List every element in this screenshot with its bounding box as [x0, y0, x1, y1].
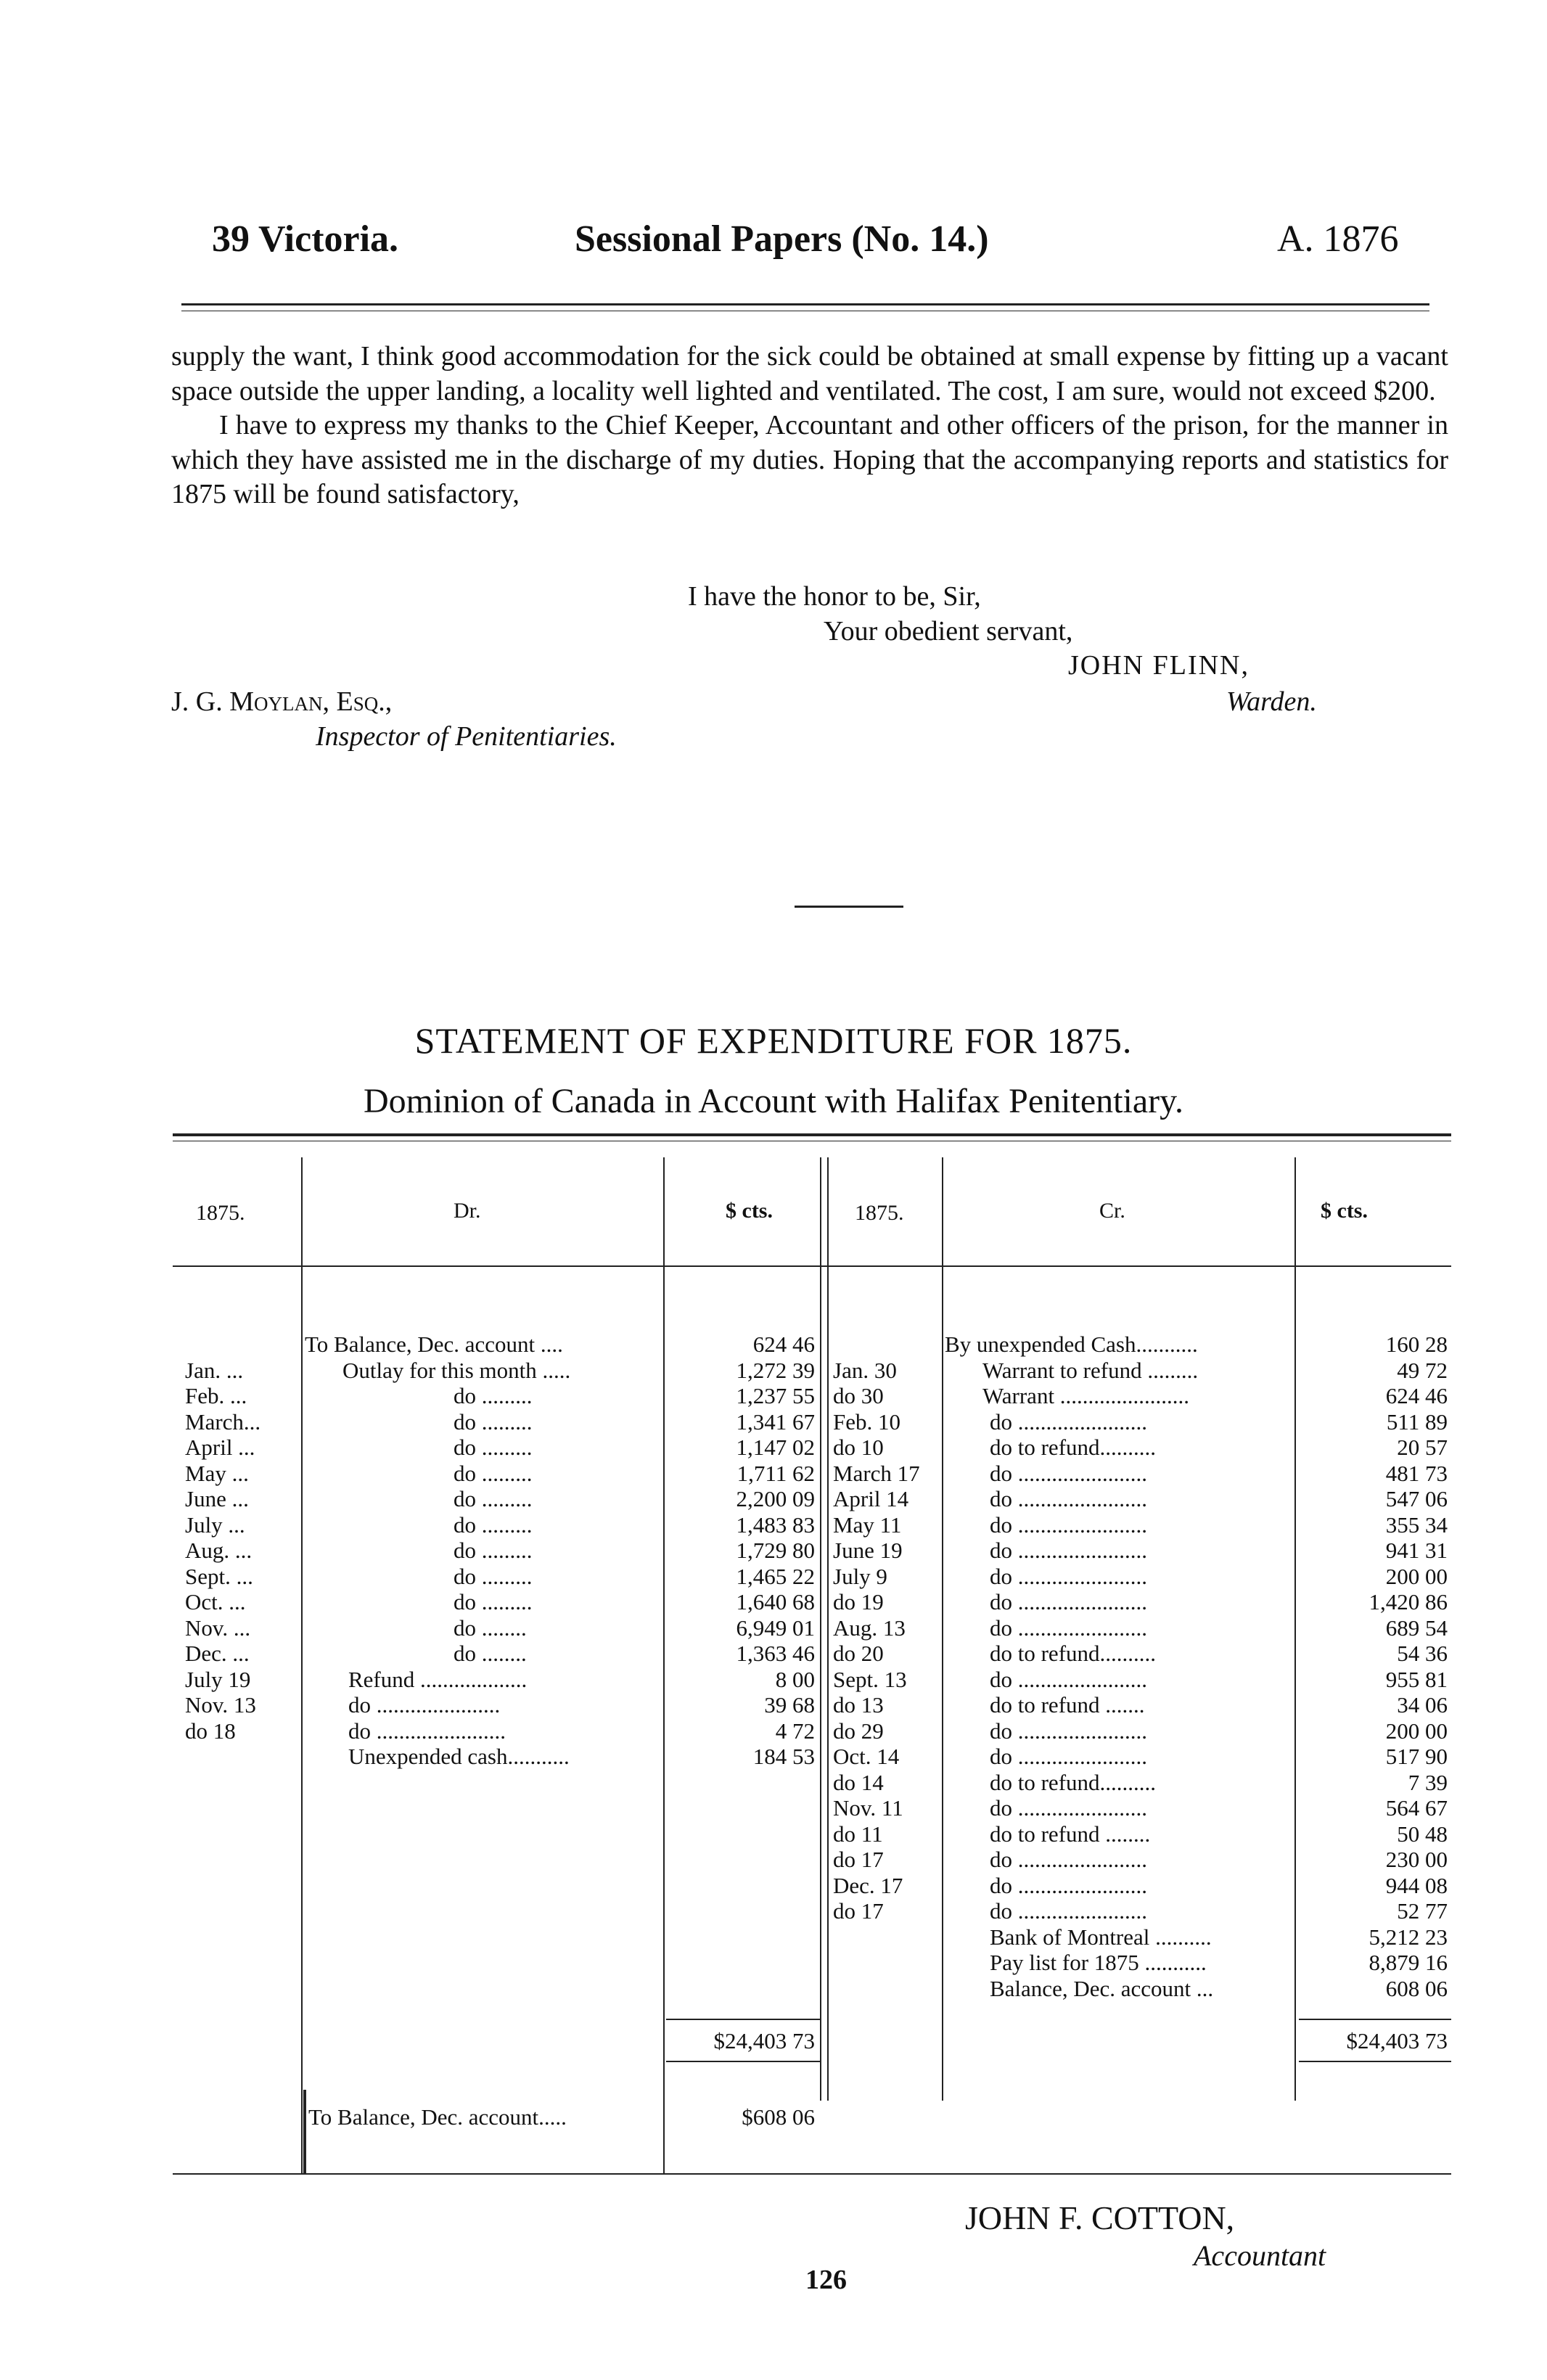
table-top-rule [173, 1133, 1451, 1136]
credit-desc: do to refund ........ [990, 1821, 1151, 1847]
balance-forward-desc: To Balance, Dec. account..... [308, 2104, 567, 2130]
credit-amount: 8,879 16 [1368, 1950, 1448, 1975]
credit-date: do 30 [833, 1383, 884, 1408]
credit-amount: 944 08 [1385, 1872, 1448, 1898]
debit-amount: 2,200 09 [736, 1486, 815, 1511]
credit-date: Feb. 10 [833, 1408, 900, 1435]
credit-amount: 160 28 [1385, 1331, 1448, 1357]
header-left: 39 Victoria. [212, 218, 399, 260]
credit-date: June 19 [833, 1538, 903, 1563]
balance-forward-bracket [303, 2090, 306, 2173]
credit-date: Sept. 13 [833, 1666, 907, 1692]
letter-paragraph-2: I have to express my thanks to the Chief Keeper, Accountant and other officers of the prison, for the manner in which they have assisted me in the discharge of my duties. Hoping that the accompanying reports and statistics for 1875 will be found satisfactory, [171, 410, 1448, 509]
addressee-name: J. G. Moylan, Esq., [171, 686, 393, 717]
credit-total-underline [1299, 2061, 1451, 2062]
credit-date: May 11 [833, 1511, 902, 1538]
debit-amount: 1,711 62 [736, 1460, 815, 1486]
credit-desc: do ....................... [990, 1847, 1147, 1872]
credit-desc: do ....................... [990, 1538, 1147, 1563]
debit-date: July ... [185, 1511, 245, 1538]
credit-desc: Warrant to refund ......... [982, 1357, 1199, 1383]
debit-date: Oct. ... [185, 1589, 246, 1614]
credit-desc: Pay list for 1875 ........... [990, 1950, 1207, 1975]
credit-date-column [833, 1331, 938, 2001]
credit-date: do 17 [833, 1898, 884, 1924]
header-amount-cr: $ cts. [1321, 1199, 1368, 1223]
debit-desc-column [305, 1331, 660, 1770]
credit-date [833, 1950, 938, 1976]
credit-date: do 14 [833, 1769, 884, 1795]
credit-amount: 564 67 [1385, 1795, 1448, 1821]
credit-desc: do ....................... [990, 1486, 1147, 1511]
credit-date: April 14 [833, 1486, 909, 1511]
debit-desc: Outlay for this month ..... [342, 1357, 571, 1383]
debit-date: May ... [185, 1460, 249, 1486]
credit-date: do 19 [833, 1589, 884, 1614]
col-divider-amount-dr [820, 1157, 821, 2101]
credit-desc: do ....................... [990, 1589, 1147, 1614]
debit-date: Feb. ... [185, 1383, 247, 1408]
debit-desc: do ......... [454, 1511, 533, 1538]
credit-amount: 547 06 [1385, 1486, 1448, 1511]
debit-amount: 1,341 67 [736, 1408, 815, 1435]
debit-amount: 1,465 22 [736, 1563, 815, 1589]
credit-amount: 20 57 [1397, 1435, 1448, 1460]
credit-desc: By unexpended Cash........... [945, 1331, 1198, 1357]
credit-amount-column [1299, 1331, 1448, 2001]
credit-amount: 54 36 [1397, 1641, 1448, 1666]
closing-line-2: Your obedient servant, [824, 616, 1073, 647]
debit-total: $24,403 73 [713, 2028, 815, 2053]
debit-date: April ... [185, 1435, 255, 1460]
debit-date: June ... [185, 1486, 249, 1511]
credit-desc: do ....................... [990, 1744, 1147, 1769]
debit-total-rule [666, 2019, 820, 2020]
debit-total-underline [666, 2061, 820, 2062]
credit-desc: do ....................... [990, 1408, 1147, 1435]
credit-date: Oct. 14 [833, 1744, 900, 1769]
debit-desc: do ......... [454, 1408, 533, 1435]
credit-desc: do ....................... [990, 1563, 1147, 1589]
letter-body [171, 340, 1448, 512]
credit-amount: 511 89 [1386, 1408, 1448, 1435]
credit-amount: 355 34 [1385, 1511, 1448, 1538]
debit-desc: do ........ [454, 1641, 527, 1666]
credit-date: March 17 [833, 1460, 920, 1486]
debit-amount: 1,640 68 [736, 1589, 815, 1614]
col-divider-desc-dr [663, 1157, 665, 2173]
statement-title: STATEMENT OF EXPENDITURE FOR 1875. [414, 1020, 1133, 1061]
credit-amount: 49 72 [1397, 1357, 1448, 1383]
header-cr: Cr. [1099, 1199, 1125, 1223]
credit-desc: do ....................... [990, 1666, 1147, 1692]
credit-date: do 13 [833, 1692, 884, 1718]
credit-amount: 1,420 86 [1368, 1589, 1448, 1614]
debit-amount: 1,483 83 [736, 1511, 815, 1538]
header-amount-dr: $ cts. [726, 1199, 773, 1223]
col-divider-date-dr [301, 1157, 303, 2173]
credit-date [833, 1924, 938, 1950]
credit-amount: 955 81 [1385, 1666, 1448, 1692]
credit-desc: do to refund.......... [990, 1769, 1157, 1795]
credit-amount: 34 06 [1397, 1692, 1448, 1718]
header-dr: Dr. [454, 1199, 481, 1223]
credit-amount: 7 39 [1408, 1769, 1448, 1795]
debit-date [185, 1331, 298, 1358]
debit-date: do 18 [185, 1718, 236, 1744]
header-year-dr: 1875. [196, 1201, 245, 1225]
debit-desc: To Balance, Dec. account .... [305, 1331, 563, 1357]
debit-date: March... [185, 1408, 261, 1435]
credit-desc: do ....................... [990, 1511, 1147, 1538]
signer-title: Warden. [1226, 686, 1317, 717]
credit-desc: do ....................... [990, 1718, 1147, 1744]
credit-desc: Balance, Dec. account ... [990, 1975, 1214, 2001]
header-year-cr: 1875. [855, 1201, 904, 1225]
debit-amount: 1,363 46 [736, 1641, 815, 1666]
letter-paragraph-1: supply the want, I think good accommodation for the sick could be obtained at small expense by fitting up a vacant space outside the upper landing, a locality well lighted and ventilated. The cost, I am sure, would not exceed $200. [171, 341, 1448, 406]
debit-amount-column [666, 1331, 815, 1770]
header-row-rule [173, 1265, 1451, 1267]
credit-desc: do ....................... [990, 1460, 1147, 1486]
credit-desc-column [945, 1331, 1292, 2001]
credit-date: Nov. 11 [833, 1795, 903, 1821]
debit-desc: do ......... [454, 1383, 533, 1408]
credit-date: Dec. 17 [833, 1872, 903, 1898]
debit-amount: 6,949 01 [736, 1614, 815, 1641]
credit-date [833, 1976, 938, 2002]
credit-amount: 941 31 [1385, 1538, 1448, 1563]
credit-date: do 17 [833, 1847, 884, 1872]
addressee-title: Inspector of Penitentiaries. [316, 721, 617, 752]
credit-total: $24,403 73 [1346, 2028, 1448, 2053]
header-center: Sessional Papers (No. 14.) [575, 218, 989, 260]
credit-desc: do ....................... [990, 1614, 1147, 1641]
debit-desc: Unexpended cash........... [348, 1744, 570, 1769]
debit-date: Nov. ... [185, 1614, 251, 1641]
debit-amount: 1,237 55 [736, 1383, 815, 1408]
credit-desc: Bank of Montreal .......... [990, 1924, 1212, 1950]
debit-date: Dec. ... [185, 1641, 250, 1666]
credit-date: do 29 [833, 1718, 884, 1744]
header-rule [181, 303, 1429, 305]
debit-desc: do ......... [454, 1538, 533, 1563]
debit-date-column [185, 1331, 298, 1770]
debit-amount: 184 53 [752, 1744, 815, 1769]
credit-amount: 50 48 [1397, 1821, 1448, 1847]
credit-amount: 5,212 23 [1368, 1924, 1448, 1950]
credit-amount: 517 90 [1385, 1744, 1448, 1769]
accountant-title: Accountant [1194, 2239, 1326, 2272]
debit-amount: 1,272 39 [736, 1357, 815, 1383]
closing-line-1: I have the honor to be, Sir, [688, 581, 981, 612]
credit-total-rule [1299, 2019, 1451, 2020]
credit-date: Jan. 30 [833, 1357, 897, 1383]
debit-date: Aug. ... [185, 1538, 253, 1563]
debit-date: Nov. 13 [185, 1692, 256, 1718]
debit-amount: 4 72 [775, 1718, 815, 1744]
debit-amount: 1,729 80 [736, 1538, 815, 1563]
credit-amount: 481 73 [1385, 1460, 1448, 1486]
credit-amount: 230 00 [1385, 1847, 1448, 1872]
col-divider-desc-cr [1294, 1157, 1296, 2101]
credit-desc: Warrant ....................... [982, 1383, 1190, 1408]
header-right: A. 1876 [1277, 218, 1399, 260]
debit-amount: 8 00 [775, 1666, 815, 1692]
table-bottom-rule [173, 2173, 1451, 2175]
credit-date: do 10 [833, 1435, 884, 1460]
debit-date: Jan. ... [185, 1357, 244, 1383]
debit-desc: do ......... [454, 1486, 533, 1511]
debit-amount: 39 68 [764, 1692, 815, 1718]
debit-desc: do ......... [454, 1435, 533, 1460]
debit-amount: 624 46 [752, 1331, 815, 1357]
credit-desc: do ....................... [990, 1795, 1147, 1821]
credit-desc: do to refund.......... [990, 1435, 1157, 1460]
debit-date: Sept. ... [185, 1563, 253, 1589]
credit-date [833, 1331, 938, 1358]
accountant-name: JOHN F. COTTON, [965, 2199, 1235, 2236]
credit-amount: 608 06 [1385, 1975, 1448, 2001]
credit-amount: 200 00 [1385, 1563, 1448, 1589]
debit-desc: do ......... [454, 1460, 533, 1486]
balance-forward-amount: $608 06 [742, 2104, 815, 2130]
credit-date: do 11 [833, 1821, 883, 1847]
credit-desc: do to refund.......... [990, 1641, 1157, 1666]
credit-amount: 689 54 [1385, 1614, 1448, 1641]
credit-date: Aug. 13 [833, 1614, 906, 1641]
debit-desc: do ....................... [348, 1718, 506, 1744]
credit-amount: 200 00 [1385, 1718, 1448, 1744]
credit-desc: do ....................... [990, 1898, 1147, 1924]
credit-desc: do ....................... [990, 1872, 1147, 1898]
col-divider-amount-dr-2 [827, 1157, 829, 2101]
signer-name: JOHN FLINN, [1068, 650, 1250, 681]
debit-amount: 1,147 02 [736, 1435, 815, 1460]
statement-subtitle: Dominion of Canada in Account with Halifax Penitentiary. [364, 1082, 1183, 1120]
credit-desc: do to refund ....... [990, 1692, 1145, 1718]
debit-date: July 19 [185, 1666, 251, 1692]
credit-date: do 20 [833, 1641, 884, 1666]
col-divider-date-cr [942, 1157, 943, 2101]
debit-desc: do ........ [454, 1614, 527, 1641]
debit-desc: do ...................... [348, 1692, 501, 1718]
debit-date [185, 1744, 298, 1770]
debit-desc: do ......... [454, 1589, 533, 1614]
credit-amount: 52 77 [1397, 1898, 1448, 1924]
credit-date: July 9 [833, 1563, 887, 1589]
credit-amount: 624 46 [1385, 1383, 1448, 1408]
section-rule [795, 906, 903, 908]
debit-desc: Refund ................... [348, 1666, 528, 1692]
page-number: 126 [805, 2265, 847, 2295]
debit-desc: do ......... [454, 1563, 533, 1589]
